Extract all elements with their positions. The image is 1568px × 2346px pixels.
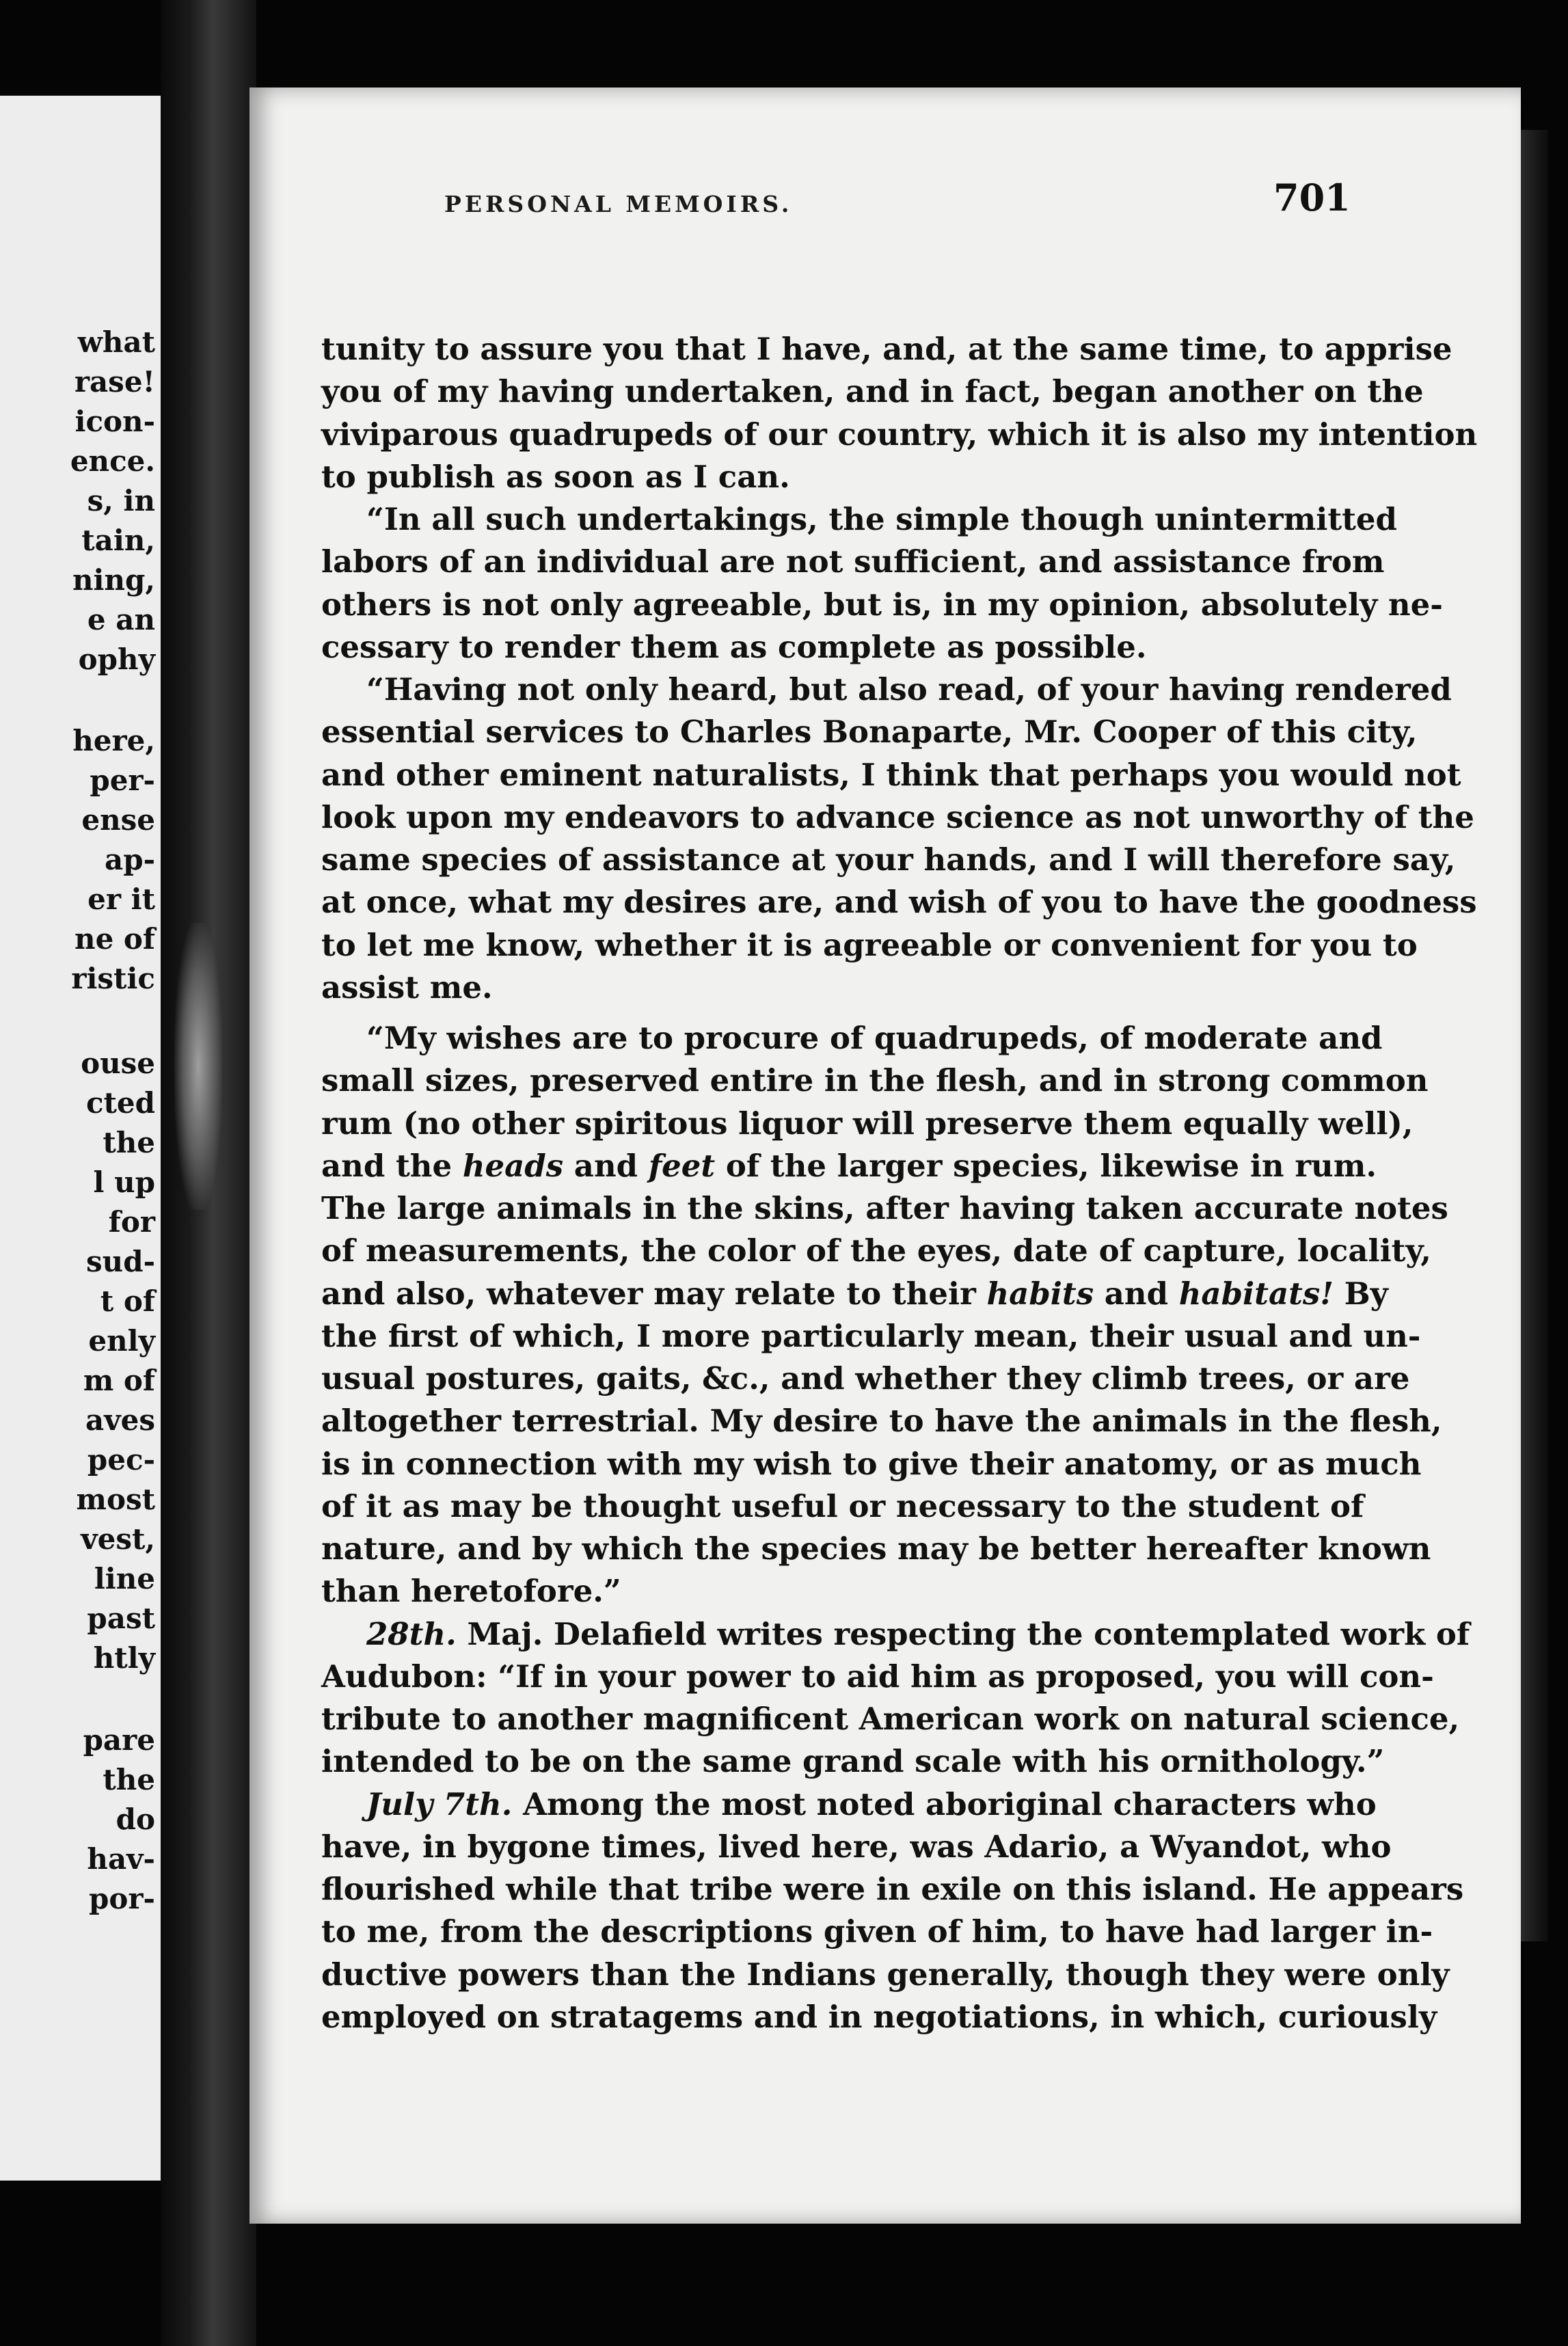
text-line: essential services to Charles Bonaparte, Mr. Cooper of this city, xyxy=(321,714,1418,751)
text-line xyxy=(321,1273,1388,1315)
text-line: the first of which, I more particularly mean, their usual and un- xyxy=(321,1317,1421,1354)
italic-term: feet xyxy=(648,1147,716,1184)
left-page-line: htly xyxy=(93,1641,155,1675)
text-line: altogether terrestrial. My desire to have the animals in the flesh, xyxy=(321,1403,1442,1440)
left-page-line: ning, xyxy=(72,563,155,597)
text-line: of it as may be thought useful or necessary to the student of xyxy=(321,1487,1364,1524)
left-page-line: the xyxy=(103,1763,155,1796)
text-line: rum (no other spiritous liquor will preserve them equally well), xyxy=(321,1105,1414,1142)
left-page-line: for xyxy=(108,1205,155,1239)
text-line: ductive powers than the Indians generally, though they were only xyxy=(321,1956,1450,1993)
text-line: intended to be on the same grand scale with his ornithology.” xyxy=(321,1743,1385,1780)
left-page-line: most xyxy=(76,1483,155,1516)
left-page-line: cted xyxy=(85,1086,155,1120)
text-line: “Having not only heard, but also read, of your having rendered xyxy=(366,671,1452,707)
text-line: and other eminent naturalists, I think that perhaps you would not xyxy=(321,756,1461,793)
left-page-line: do xyxy=(116,1803,155,1836)
running-head: PERSONAL MEMOIRS. xyxy=(444,191,793,217)
text-line xyxy=(321,1783,1377,1826)
left-page-line: m of xyxy=(83,1364,155,1397)
italic-term: habits xyxy=(986,1275,1094,1312)
left-page-line: pec- xyxy=(87,1443,155,1477)
text-line: “In all such undertakings, the simple though unintermitted xyxy=(366,501,1398,537)
text-line: of measurements, the color of the eyes, date of capture, locality, xyxy=(321,1232,1431,1269)
text-line: same species of assistance at your hands, and I will therefore say, xyxy=(321,841,1456,878)
text-line: is in connection with my wish to give their anatomy, or as much xyxy=(321,1445,1422,1482)
text-line xyxy=(321,1145,1377,1187)
text-run: of the larger species, likewise in rum. xyxy=(715,1147,1377,1184)
left-page-line: e an xyxy=(87,603,155,636)
left-page-line: er it xyxy=(87,882,155,916)
left-page-line: enly xyxy=(88,1324,155,1358)
left-page-line: vest, xyxy=(81,1522,155,1556)
text-line: than heretofore.” xyxy=(321,1573,621,1610)
left-page-line: the xyxy=(103,1126,155,1159)
text-line: at once, what my desires are, and wish of you to have the goodness xyxy=(321,884,1477,921)
left-page-line: hav- xyxy=(87,1842,155,1876)
italic-term: habitats! xyxy=(1178,1275,1334,1312)
text-line: to me, from the descriptions given of him, to have had larger in- xyxy=(321,1913,1433,1950)
text-line: assist me. xyxy=(321,969,493,1006)
left-page-line: ap- xyxy=(104,843,155,876)
left-page-line: what xyxy=(77,325,155,359)
left-page-line: aves xyxy=(85,1403,155,1437)
text-line: The large animals in the skins, after having taken accurate notes xyxy=(321,1190,1448,1226)
left-page-line: ence. xyxy=(70,444,155,478)
left-page-line: rase! xyxy=(74,365,155,399)
text-run: Maj. Delafield writes respecting the contemplated work of xyxy=(456,1615,1470,1652)
italic-term: heads xyxy=(462,1147,564,1184)
left-page-line: here, xyxy=(72,724,155,757)
page-body xyxy=(321,328,1478,2038)
left-page-line: pare xyxy=(83,1723,155,1757)
text-line: employed on stratagems and in negotiations, in which, curiously xyxy=(321,1998,1437,2035)
left-page-line: s, in xyxy=(87,484,155,517)
text-line: tunity to assure you that I have, and, at the same time, to apprise xyxy=(321,331,1452,367)
text-line: nature, and by which the species may be better hereafter known xyxy=(321,1531,1431,1567)
left-page-line: ense xyxy=(81,803,155,837)
left-page-line: tain, xyxy=(81,524,155,557)
left-page-line: icon- xyxy=(75,405,155,438)
left-page-line: ouse xyxy=(81,1047,155,1080)
text-line: cessary to render them as complete as possible. xyxy=(321,628,1147,665)
left-page-line: ophy xyxy=(78,643,155,676)
text-line xyxy=(321,1613,1470,1656)
left-page-line: l up xyxy=(93,1165,155,1199)
left-page-line: line xyxy=(94,1562,155,1595)
text-run: Among the most noted aboriginal characters who xyxy=(512,1785,1377,1822)
left-page-line: por- xyxy=(89,1882,155,1915)
text-run: and the xyxy=(321,1147,463,1184)
text-line: tribute to another magnificent American work on natural science, xyxy=(321,1701,1460,1737)
text-line: you of my having undertaken, and in fact, began another on the xyxy=(321,373,1424,410)
left-page-line: past xyxy=(87,1602,155,1635)
text-line: labors of an individual are not sufficient, and assistance from xyxy=(321,543,1385,580)
text-line: have, in bygone times, lived here, was Adario, a Wyandot, who xyxy=(321,1828,1392,1865)
left-page-fragment xyxy=(0,96,161,2181)
page-number: 701 xyxy=(1273,176,1351,219)
text-line: flourished while that tribe were in exile on this island. He appears xyxy=(321,1871,1464,1907)
left-page-line: per- xyxy=(90,764,155,797)
left-page-line: sud- xyxy=(86,1245,155,1278)
text-line: viviparous quadrupeds of our country, which it is also my intention xyxy=(321,416,1478,453)
text-run: and xyxy=(563,1147,649,1184)
text-run: By xyxy=(1333,1275,1388,1312)
date-entry: July 7th. xyxy=(366,1785,513,1822)
date-entry: 28th. xyxy=(366,1615,457,1652)
text-line: others is not only agreeable, but is, in my opinion, absolutely ne- xyxy=(321,586,1443,623)
text-run: and also, whatever may relate to their xyxy=(321,1275,987,1312)
text-line: look upon my endeavors to advance science as not unworthy of the xyxy=(321,798,1474,835)
book-gutter xyxy=(161,0,256,2346)
text-line: small sizes, preserved entire in the flesh, and in strong common xyxy=(321,1062,1429,1099)
text-line: usual postures, gaits, &c., and whether they climb trees, or are xyxy=(321,1360,1410,1397)
text-line: Audubon: “If in your power to aid him as proposed, you will con- xyxy=(321,1658,1434,1695)
text-line: to publish as soon as I can. xyxy=(321,458,790,495)
text-line: to let me know, whether it is agreeable or convenient for you to xyxy=(321,926,1418,963)
text-line: “My wishes are to procure of quadrupeds, of moderate and xyxy=(366,1020,1383,1056)
text-run: and xyxy=(1094,1275,1179,1312)
left-page-line: ne of xyxy=(75,922,155,956)
page-edge-shadow xyxy=(1521,130,1548,1941)
left-page-line: t of xyxy=(100,1284,155,1318)
left-page-line: ristic xyxy=(71,962,155,995)
